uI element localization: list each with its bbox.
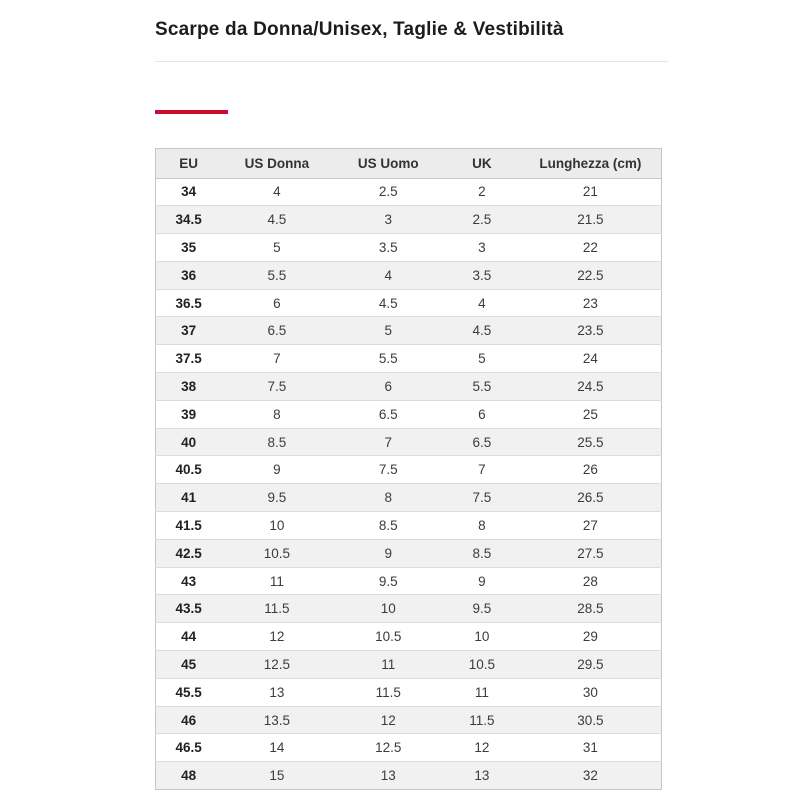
cell-us-donna: 4	[221, 178, 332, 206]
cell-us-uomo: 7.5	[333, 456, 444, 484]
cell-eu: 45.5	[156, 678, 222, 706]
cell-eu: 34.5	[156, 206, 222, 234]
cell-eu: 41.5	[156, 512, 222, 540]
cell-us-donna: 8	[221, 400, 332, 428]
column-header-lunghezza-cm: Lunghezza (cm)	[520, 149, 662, 179]
cell-us-donna: 12.5	[221, 651, 332, 679]
cell-eu: 44	[156, 623, 222, 651]
cell-uk: 2	[444, 178, 520, 206]
cell-us-uomo: 12.5	[333, 734, 444, 762]
cell-us-donna: 5	[221, 234, 332, 262]
cell-uk: 4	[444, 289, 520, 317]
cell-us-uomo: 3	[333, 206, 444, 234]
cell-lunghezza-cm: 22.5	[520, 261, 662, 289]
cell-us-uomo: 10.5	[333, 623, 444, 651]
cell-us-donna: 6	[221, 289, 332, 317]
cell-lunghezza-cm: 26.5	[520, 484, 662, 512]
cell-uk: 9.5	[444, 595, 520, 623]
cell-eu: 43.5	[156, 595, 222, 623]
cell-eu: 35	[156, 234, 222, 262]
cell-us-uomo: 11	[333, 651, 444, 679]
cell-us-donna: 4.5	[221, 206, 332, 234]
cell-us-donna: 13.5	[221, 706, 332, 734]
cell-us-uomo: 9	[333, 539, 444, 567]
column-header-us-donna: US Donna	[221, 149, 332, 179]
cell-us-uomo: 3.5	[333, 234, 444, 262]
cell-us-donna: 9.5	[221, 484, 332, 512]
cell-lunghezza-cm: 27.5	[520, 539, 662, 567]
cell-us-donna: 12	[221, 623, 332, 651]
cell-lunghezza-cm: 23	[520, 289, 662, 317]
cell-eu: 43	[156, 567, 222, 595]
cell-eu: 42.5	[156, 539, 222, 567]
table-row	[156, 539, 662, 567]
cell-eu: 34	[156, 178, 222, 206]
red-accent-bar	[155, 110, 228, 114]
cell-eu: 36.5	[156, 289, 222, 317]
cell-uk: 12	[444, 734, 520, 762]
cell-eu: 46	[156, 706, 222, 734]
cell-eu: 36	[156, 261, 222, 289]
cell-uk: 13	[444, 762, 520, 790]
cell-us-uomo: 8	[333, 484, 444, 512]
table-row	[156, 400, 662, 428]
cell-us-donna: 11.5	[221, 595, 332, 623]
cell-lunghezza-cm: 27	[520, 512, 662, 540]
table-row	[156, 428, 662, 456]
cell-us-uomo: 4.5	[333, 289, 444, 317]
cell-us-uomo: 6	[333, 373, 444, 401]
cell-uk: 6	[444, 400, 520, 428]
table-row	[156, 762, 662, 790]
table-row	[156, 234, 662, 262]
cell-us-donna: 11	[221, 567, 332, 595]
cell-us-donna: 13	[221, 678, 332, 706]
cell-us-uomo: 6.5	[333, 400, 444, 428]
column-header-uk: UK	[444, 149, 520, 179]
cell-us-donna: 7	[221, 345, 332, 373]
cell-uk: 8	[444, 512, 520, 540]
cell-lunghezza-cm: 25	[520, 400, 662, 428]
cell-us-uomo: 9.5	[333, 567, 444, 595]
size-conversion-table	[155, 148, 662, 790]
table-row	[156, 289, 662, 317]
cell-eu: 37	[156, 317, 222, 345]
column-header-eu: EU	[156, 149, 222, 179]
cell-uk: 11.5	[444, 706, 520, 734]
table-row	[156, 261, 662, 289]
cell-lunghezza-cm: 28	[520, 567, 662, 595]
cell-uk: 4.5	[444, 317, 520, 345]
title-divider	[155, 61, 668, 62]
cell-uk: 7	[444, 456, 520, 484]
cell-us-uomo: 8.5	[333, 512, 444, 540]
cell-uk: 3.5	[444, 261, 520, 289]
cell-us-donna: 7.5	[221, 373, 332, 401]
table-row	[156, 706, 662, 734]
cell-eu: 38	[156, 373, 222, 401]
cell-us-uomo: 5	[333, 317, 444, 345]
cell-lunghezza-cm: 24	[520, 345, 662, 373]
cell-us-donna: 8.5	[221, 428, 332, 456]
cell-us-donna: 10	[221, 512, 332, 540]
cell-lunghezza-cm: 30.5	[520, 706, 662, 734]
cell-us-donna: 6.5	[221, 317, 332, 345]
cell-uk: 7.5	[444, 484, 520, 512]
cell-eu: 45	[156, 651, 222, 679]
table-row	[156, 373, 662, 401]
cell-us-donna: 14	[221, 734, 332, 762]
cell-uk: 9	[444, 567, 520, 595]
table-row	[156, 484, 662, 512]
table-row	[156, 734, 662, 762]
cell-uk: 2.5	[444, 206, 520, 234]
table-row	[156, 595, 662, 623]
table-row	[156, 512, 662, 540]
cell-uk: 5	[444, 345, 520, 373]
table-header-row	[156, 149, 662, 179]
table-row	[156, 317, 662, 345]
table-row	[156, 456, 662, 484]
cell-eu: 40	[156, 428, 222, 456]
column-header-us-uomo: US Uomo	[333, 149, 444, 179]
cell-us-uomo: 4	[333, 261, 444, 289]
cell-lunghezza-cm: 21	[520, 178, 662, 206]
cell-uk: 11	[444, 678, 520, 706]
cell-lunghezza-cm: 24.5	[520, 373, 662, 401]
table-row	[156, 345, 662, 373]
cell-lunghezza-cm: 30	[520, 678, 662, 706]
cell-lunghezza-cm: 29	[520, 623, 662, 651]
cell-uk: 8.5	[444, 539, 520, 567]
cell-lunghezza-cm: 25.5	[520, 428, 662, 456]
cell-us-uomo: 7	[333, 428, 444, 456]
table-row	[156, 623, 662, 651]
cell-eu: 39	[156, 400, 222, 428]
cell-us-uomo: 12	[333, 706, 444, 734]
table-row	[156, 651, 662, 679]
cell-uk: 6.5	[444, 428, 520, 456]
cell-lunghezza-cm: 28.5	[520, 595, 662, 623]
cell-us-uomo: 2.5	[333, 178, 444, 206]
cell-eu: 37.5	[156, 345, 222, 373]
table-row	[156, 567, 662, 595]
cell-us-donna: 15	[221, 762, 332, 790]
table-row	[156, 206, 662, 234]
cell-lunghezza-cm: 26	[520, 456, 662, 484]
cell-us-uomo: 13	[333, 762, 444, 790]
cell-us-uomo: 11.5	[333, 678, 444, 706]
cell-lunghezza-cm: 32	[520, 762, 662, 790]
cell-lunghezza-cm: 29.5	[520, 651, 662, 679]
cell-uk: 3	[444, 234, 520, 262]
table-row	[156, 178, 662, 206]
cell-lunghezza-cm: 22	[520, 234, 662, 262]
cell-lunghezza-cm: 21.5	[520, 206, 662, 234]
page-title: Scarpe da Donna/Unisex, Taglie & Vestibilità	[155, 19, 564, 40]
cell-us-donna: 9	[221, 456, 332, 484]
cell-eu: 41	[156, 484, 222, 512]
cell-us-uomo: 10	[333, 595, 444, 623]
cell-uk: 5.5	[444, 373, 520, 401]
cell-lunghezza-cm: 23.5	[520, 317, 662, 345]
cell-eu: 46.5	[156, 734, 222, 762]
cell-uk: 10	[444, 623, 520, 651]
cell-us-uomo: 5.5	[333, 345, 444, 373]
cell-eu: 40.5	[156, 456, 222, 484]
cell-lunghezza-cm: 31	[520, 734, 662, 762]
table-row	[156, 678, 662, 706]
cell-eu: 48	[156, 762, 222, 790]
cell-us-donna: 5.5	[221, 261, 332, 289]
cell-uk: 10.5	[444, 651, 520, 679]
cell-us-donna: 10.5	[221, 539, 332, 567]
